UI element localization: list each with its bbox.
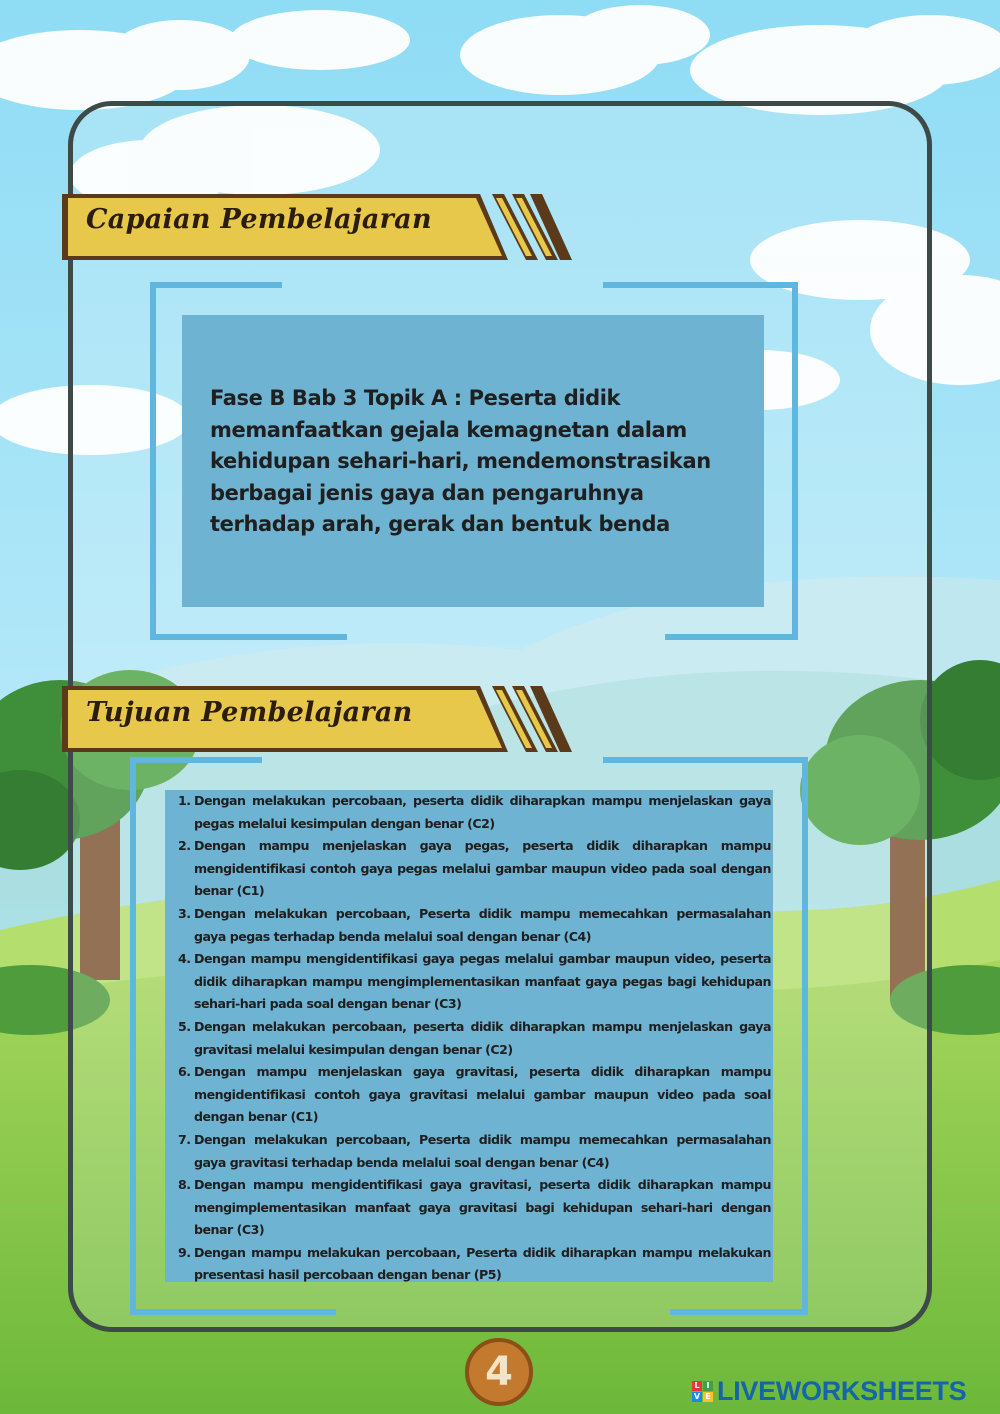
capaian-title: Capaian Pembelajaran [86,204,432,235]
objective-number: 7. [178,1131,191,1147]
objective-item [178,903,771,948]
brand-logo-icon [692,1381,713,1402]
objective-item [178,1242,771,1287]
brand-letter: E [703,1392,713,1402]
objective-number: 9. [178,1244,191,1260]
objective-text: Dengan mampu menjelaskan gaya gravitasi, peserta didik diharapkan mampu mengidentifikasi contoh gaya gravitasi melalui gambar maupun video pada soal dengan benar (C1) [194,1064,771,1125]
objective-text: Dengan melakukan percobaan, Peserta didik mampu memecahkan permasalahan gaya gravitasi terhadap benda melalui soal dengan benar (C4) [194,1131,771,1170]
liveworksheets-logo[interactable] [692,1376,966,1406]
page-number-badge [465,1338,533,1406]
objective-number: 5. [178,1018,191,1034]
objective-number: 3. [178,905,191,921]
objective-item [178,948,771,1016]
objective-number: 4. [178,951,191,967]
objective-item [178,1061,771,1129]
objective-text: Dengan melakukan percobaan, peserta didik diharapkan mampu menjelaskan gaya pegas melalui kesimpulan dengan benar (C2) [194,793,771,831]
objective-text: Dengan mampu mengidentifikasi gaya gravitasi, peserta didik diharapkan mampu mengimplementasikan manfaat gaya gravitasi bagi kehidupan sehari-hari dengan benar (C3) [194,1177,771,1238]
capaian-text: Fase B Bab 3 Topik A : Peserta didik memanfaatkan gejala kemagnetan dalam kehidupan sehari-hari, mendemonstrasikan berbagai jenis gaya dan pengaruhnya terhadap arah, gerak dan bentuk benda [210,386,711,536]
objective-number: 6. [178,1064,191,1080]
brand-letter: V [693,1392,701,1401]
objective-item [178,835,771,903]
objective-item [178,1174,771,1242]
objective-number: 2. [178,838,191,854]
objective-item [178,1016,771,1061]
tujuan-title: Tujuan Pembelajaran [86,697,413,728]
objective-number: 1. [178,793,191,808]
tujuan-list [178,790,771,1287]
objective-text: Dengan melakukan percobaan, Peserta didik mampu memecahkan permasalahan gaya pegas terhadap benda melalui soal dengan benar (C4) [194,905,771,944]
page-number: 4 [485,1349,513,1395]
objective-text: Dengan mampu mengidentifikasi gaya pegas melalui gambar maupun video, peserta didik diharapkan mampu mengimplementasikan manfaat gaya pegas bagi kehidupan sehari-hari pada soal dengan benar (C3) [194,951,771,1012]
objective-text: Dengan mampu melakukan percobaan, Peserta didik diharapkan mampu melakukan presentasi hasil percobaan dengan benar (P5) [194,1244,771,1283]
objective-item [178,1129,771,1174]
brand-name: LIVEWORKSHEETS [717,1375,967,1406]
objective-number: 8. [178,1177,191,1193]
brand-letter: I [703,1381,713,1391]
objective-text: Dengan mampu menjelaskan gaya pegas, peserta didik diharapkan mampu mengidentifikasi contoh gaya pegas melalui gambar maupun video pada soal dengan benar (C1) [194,838,771,899]
objective-item [178,790,771,835]
brand-letter: L [692,1381,702,1391]
objective-text: Dengan melakukan percobaan, peserta didik diharapkan mampu menjelaskan gaya gravitasi melalui kesimpulan dengan benar (C2) [194,1018,771,1057]
